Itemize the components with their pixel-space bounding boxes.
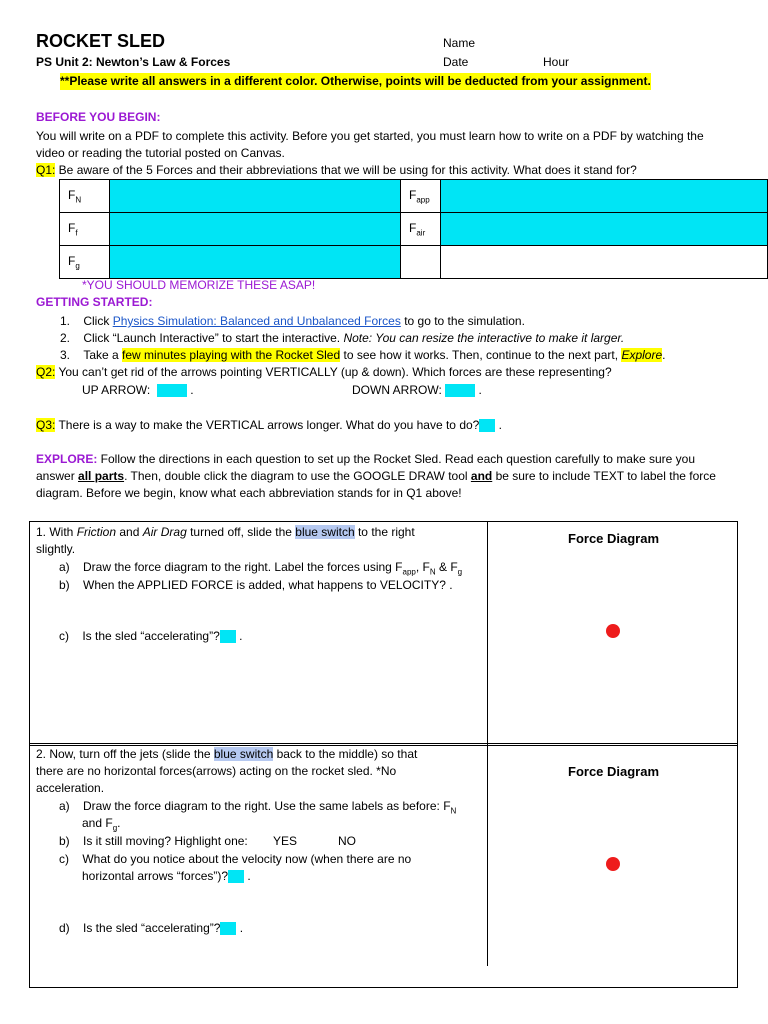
before-line2: video or reading the tutorial posted on Canvas. [36, 146, 285, 160]
answer-fn[interactable] [110, 180, 401, 213]
force-fg: $F_g$ [60, 246, 110, 279]
q1box-c-answer[interactable] [220, 630, 236, 643]
q2box-b: b) Is it still moving? Highlight one: [59, 834, 248, 848]
q3-prompt: Q3: There is a way to make the VERTICAL arrows longer. What do you have to do? . [36, 418, 503, 432]
up-arrow-label: UP ARROW: . [82, 383, 194, 397]
empty-cell [441, 246, 768, 279]
date-label: Date [443, 55, 469, 69]
before-heading: BEFORE YOU BEGIN: [36, 110, 161, 124]
page-title: ROCKET SLED [36, 31, 166, 51]
table-row [60, 213, 768, 246]
table-row [60, 180, 768, 213]
sled-dot-2[interactable] [606, 857, 620, 871]
q2box-intro: 2. Now, turn off the jets (slide the blue switch back to the middle) so that [36, 747, 418, 761]
q2box-c-2: horizontal arrows “forces”)? . [82, 869, 251, 883]
force-ff: $F_f$ [60, 213, 110, 246]
simulation-link[interactable]: Physics Simulation: Balanced and Unbalanced Forces [112, 314, 401, 328]
q3-answer[interactable] [479, 419, 495, 432]
q1box-c: c) Is the sled “accelerating”? . [59, 629, 243, 643]
explore-line1: EXPLORE: Follow the directions in each question to set up the Rocket Sled. Read each question carefully to make sure you [36, 452, 696, 466]
no-option[interactable]: NO [338, 834, 356, 848]
q1-prompt [36, 162, 637, 179]
yes-option[interactable]: YES [273, 834, 298, 848]
table-row [60, 246, 768, 279]
q1box-intro-2: slightly. [36, 542, 76, 556]
explore-line3: diagram. Before we begin, know what each abbreviation stands for in Q1 above! [36, 486, 462, 500]
force-fapp: $F_{app}$ [401, 180, 441, 213]
step-3: 3. Take a few minutes playing with the Rocket Sled to see how it works. Then, continue to the next part, Explore. [60, 348, 666, 362]
up-arrow-answer[interactable] [157, 384, 187, 397]
getting-heading: GETTING STARTED: [36, 295, 153, 309]
q1-text: Be aware of the 5 Forces and their abbreviations that we will be using for this activity. What does it stand for? [55, 163, 637, 177]
empty-cell [401, 246, 441, 279]
sled-dot-1[interactable] [606, 624, 620, 638]
force-fair: $F_{air}$ [401, 213, 441, 246]
q1box-b: b) When the APPLIED FORCE is added, what happens to VELOCITY? . [59, 578, 453, 592]
steps-list [60, 313, 665, 364]
q2box-a: a) Draw the force diagram to the right. Use the same labels as before: $F_N$ [59, 799, 457, 816]
explore-line2: answer all parts. Then, double click the diagram to use the GOOGLE DRAW tool and be sure to include TEXT to label the force [36, 469, 716, 483]
q1box-intro: 1. With Friction and Air Drag turned off, slide the blue switch to the right [36, 525, 415, 539]
q2box-intro-2: there are no horizontal forces(arrows) acting on the rocket sled. *No [36, 764, 397, 778]
q2box-c: c) What do you notice about the velocity now (when there are no [59, 852, 412, 866]
force-diagram-title-2: Force Diagram [568, 764, 660, 779]
q1box-a: a) Draw the force diagram to the right. Label the forces using $F_{app}$, $F_N$ & $F_g$ [59, 560, 463, 577]
page-subtitle: PS Unit 2: Newton’s Law & Forces [36, 55, 231, 69]
down-arrow-label: DOWN ARROW: . [352, 383, 482, 397]
answer-fair[interactable] [441, 213, 768, 246]
answer-ff[interactable] [110, 213, 401, 246]
q2box-d: d) Is the sled “accelerating”? . [59, 921, 244, 935]
memorize-note: *YOU SHOULD MEMORIZE THESE ASAP! [82, 278, 316, 292]
force-fn: $F_N$ [60, 180, 110, 213]
name-label: Name [443, 36, 476, 50]
forces-table [59, 179, 768, 279]
q1-label: Q1: [36, 163, 56, 177]
down-arrow-answer[interactable] [445, 384, 475, 397]
q2box-c-answer[interactable] [228, 870, 244, 883]
answer-fapp[interactable] [441, 180, 768, 213]
step-2: 2. Click “Launch Interactive” to start the interactive. Note: You can resize the interactive to make it larger. [60, 331, 625, 345]
q2-prompt: Q2: You can’t get rid of the arrows pointing VERTICALLY (up & down). Which forces are these representing? [36, 365, 612, 379]
q2box-a-2: and $F_g$. [82, 816, 121, 833]
q2box-intro-3: acceleration. [36, 781, 105, 795]
force-diagram-title-1: Force Diagram [568, 531, 660, 546]
q2box-d-answer[interactable] [220, 922, 236, 935]
answer-fg[interactable] [110, 246, 401, 279]
notice-banner: **Please write all answers in a different color. Otherwise, points will be deducted from your assignment. [60, 74, 651, 88]
before-line1: You will write on a PDF to complete this activity. Before you get started, you must learn how to write on a PDF by watching the [36, 129, 704, 143]
step-1: 1. Click Physics Simulation: Balanced and Unbalanced Forces to go to the simulation. [60, 314, 525, 328]
hour-label: Hour [543, 55, 570, 69]
